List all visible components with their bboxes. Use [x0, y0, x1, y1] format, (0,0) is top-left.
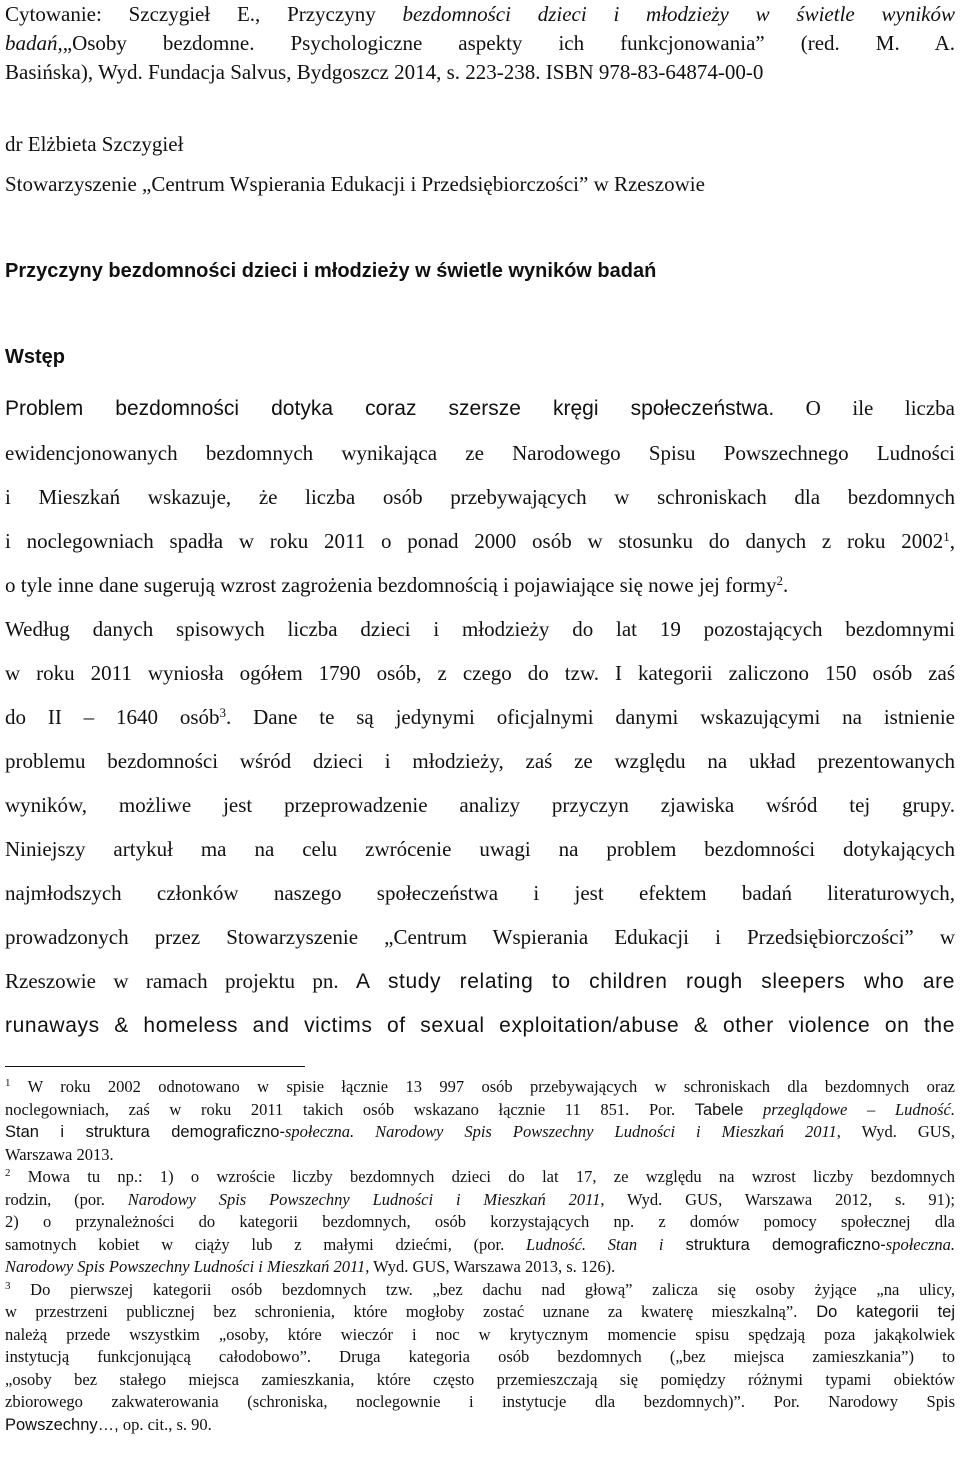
footnote-line: „osoby bez stałego miejsca zamieszkania, które często przemieszczają się pomiędzy różnymi typami obiektów — [5, 1369, 955, 1389]
body-line: w roku 2011 wyniosła ogółem 1790 osób, z czego do tzw. I kategorii zaliczono 150 osób zaś — [5, 661, 955, 685]
body-line: Według danych spisowych liczba dzieci i młodzieży do lat 19 pozostających bezdomnymi — [5, 617, 955, 641]
footnote-line: Warszawa 2013. — [5, 1144, 114, 1164]
footnote-line: samotnych kobiet w ciąży lub z małymi dziećmi, (por. Ludność. Stan i struktura demograficzno-społeczna. — [5, 1234, 955, 1254]
footnote-line: należą przede wszystkim „osoby, które wieczór i noc w krytycznym momencie spisu spędzają poza jakąkolwiek — [5, 1324, 955, 1344]
body-line: Rzeszowie w ramach projektu pn. A study relating to children rough sleepers who are — [5, 969, 956, 993]
footnote-mark: 3 — [5, 1279, 11, 1292]
citation-line: Basińska), Wyd. Fundacja Salvus, Bydgoszcz 2014, s. 223-238. ISBN 978-83-64874-00-0 — [5, 60, 764, 84]
body-line: do II – 1640 osób$^3$. Dane te są jedynymi oficjalnymi danymi wskazującymi na istnienie — [5, 705, 955, 729]
footnote-ref[interactable]: 1 — [943, 529, 950, 544]
body-line: Niniejszy artykuł ma na celu zwrócenie uwagi na problem bezdomności dotykających — [5, 837, 955, 861]
footnote-line: Stan i struktura demograficzno-społeczna. Narodowy Spis Powszechny Ludności i Mieszkań 2011, Wyd. GUS, — [5, 1122, 955, 1141]
body-line: problemu bezdomności wśród dzieci i młodzieży, zaś ze względu na układ prezentowanych — [5, 749, 955, 773]
footnote-mark: 2 — [5, 1167, 11, 1179]
body-line: prowadzonych przez Stowarzyszenie „Centrum Wspierania Edukacji i Przedsiębiorczości” w — [5, 925, 955, 949]
citation-line: Cytowanie: Szczygieł E., Przyczyny bezdomności dzieci i młodzieży w świetle wyników — [5, 2, 955, 26]
footnote-line: w przestrzeni publicznej bez schronienia, które mogłoby zostać uznane za kwaterę mieszkalną”. Do kategorii tej — [5, 1302, 956, 1321]
article-title: Przyczyny bezdomności dzieci i młodzieży w świetle wyników badań — [5, 260, 657, 282]
footnote-line: Narodowy Spis Powszechny Ludności i Mieszkań 2011, Wyd. GUS, Warszawa 2013, s. 126). — [5, 1257, 616, 1276]
body-line: i Mieszkań wskazuje, że liczba osób przebywających w schroniskach dla bezdomnych — [5, 485, 955, 509]
footnote-line: 2) o przynależności do kategorii bezdomnych, osób korzystających np. z domów pomocy społecznej dla — [5, 1212, 955, 1231]
footnote-3: $^3$ Do pierwszej kategorii osób bezdomnych tzw. „bez dachu nad głową” zalicza się osoby żyjące „na ulicy, — [5, 1279, 955, 1299]
footnote-line: instytucją funkcjonującą całodobowo”. Druga kategoria osób bezdomnych („bez miejsca zamieszkania”) to — [5, 1347, 955, 1366]
footnote-line: zbiorowego zakwaterowania (schroniska, noclegownie i instytucje dla bezdomnych)”. Por. Narodowy Spis — [5, 1392, 955, 1411]
body-line: najmłodszych członków naszego społeczeństwa i jest efektem badań literaturowych, — [5, 881, 955, 905]
body-line: Problem bezdomności dotyka coraz szersze kręgi społeczeństwa. O ile liczba — [5, 396, 955, 420]
footnote-ref[interactable]: 2 — [776, 573, 783, 588]
footnotes — [5, 1076, 955, 1436]
body-line: i noclegowniach spadła w roku 2011 o ponad 2000 osób w stosunku do danych z roku 2002$^1$, — [5, 529, 955, 553]
citation — [5, 0, 955, 87]
footnote-ref[interactable]: 3 — [219, 705, 227, 720]
footnote-2: $^2$ Mowa tu np.: 1) o wzroście liczby bezdomnych dzieci do lat 17, ze względu na wzrost liczby bezdomnych — [5, 1167, 955, 1186]
body-line: wyników, możliwe jest przeprowadzenie analizy przyczyn zjawiska wśród tej grupy. — [5, 793, 955, 817]
footnote-line: rodzin, (por. Narodowy Spis Powszechny Ludności i Mieszkań 2011, Wyd. GUS, Warszawa 2012, s. 91); — [5, 1189, 955, 1209]
footnote-mark: 1 — [5, 1077, 11, 1089]
footnote-line: noclegowniach, zaś w roku 2011 takich osób wskazano łącznie 11 851. Por. Tabele przeglądowe – Ludność. — [5, 1099, 955, 1119]
footnote-line: Powszechny…, op. cit., s. 90. — [5, 1414, 212, 1434]
section-heading: Wstęp — [5, 346, 65, 368]
body-line: runaways & homeless and victims of sexual exploitation/abuse & other violence on the — [5, 1014, 955, 1037]
author-name: dr Elżbieta Szczygieł — [5, 132, 184, 156]
citation-line: badań,„Osoby bezdomne. Psychologiczne aspekty ich funkcjonowania” (red. M. A. — [5, 31, 955, 55]
body-line: ewidencjonowanych bezdomnych wynikająca ze Narodowego Spisu Powszechnego Ludności — [5, 441, 955, 465]
footnote-separator — [5, 1066, 305, 1067]
footnote-1: $^1$ W roku 2002 odnotowano w spisie łącznie 13 997 osób przebywających w schroniskach dla bezdomnych oraz — [5, 1077, 955, 1096]
body-line: o tyle inne dane sugerują wzrost zagrożenia bezdomnością i pojawiające się nowe jej formy$^2$. — [5, 573, 789, 597]
author-affiliation: Stowarzyszenie „Centrum Wspierania Edukacji i Przedsiębiorczości” w Rzeszowie — [5, 172, 705, 196]
body-paragraph — [5, 386, 955, 1048]
